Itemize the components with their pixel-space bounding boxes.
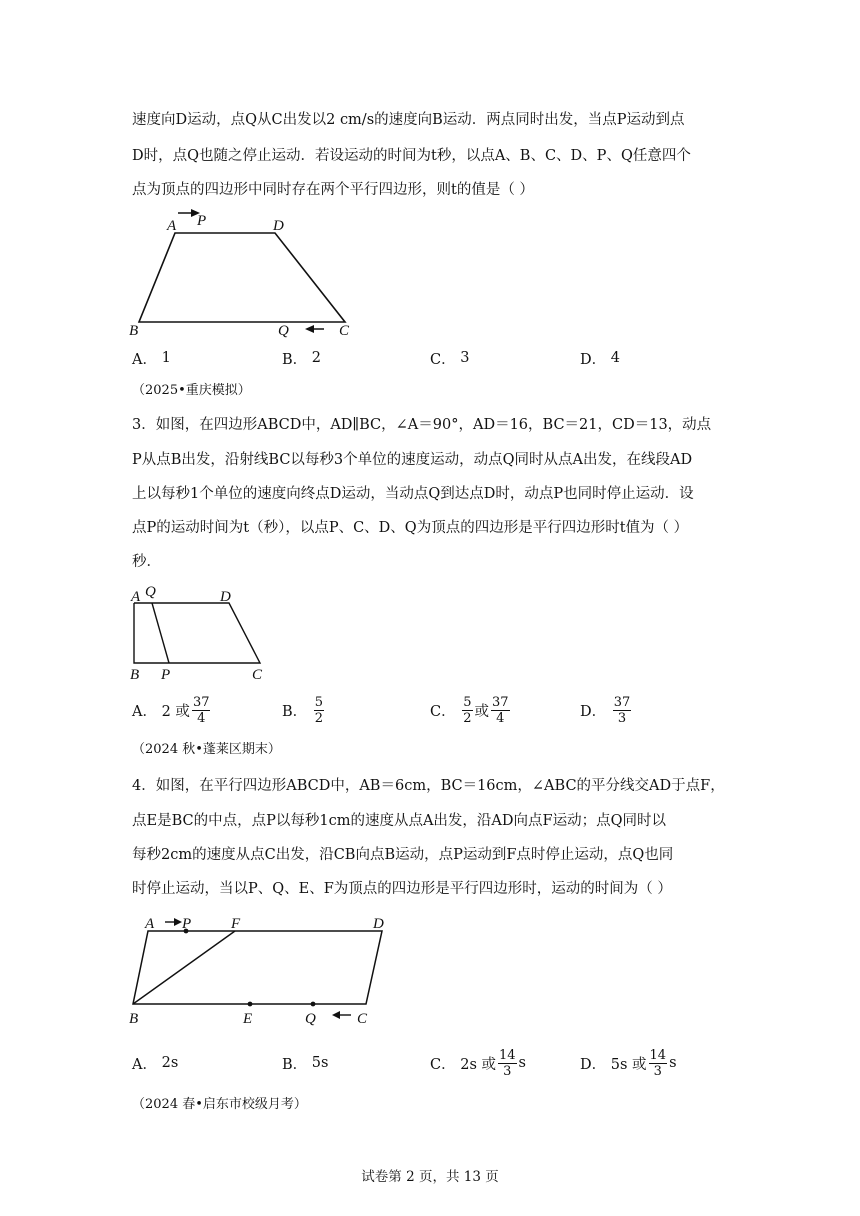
q4-option-c-fraction: $\frac{14}{3}$ <box>499 1047 516 1079</box>
q2-label-d: D <box>273 218 284 234</box>
q4-options <box>132 1041 772 1085</box>
q3-option-b-fraction: $\frac{5}{2}$ <box>314 694 324 726</box>
q4-arrowhead-q <box>332 1011 340 1019</box>
q2-option-b[interactable]: B． 2 <box>282 350 321 368</box>
q4-line-4: 时停止运动，当以P、Q、E、F为顶点的四边形是平行四边形时，运动的时间为（ ） <box>132 881 672 897</box>
source-note-q4: （2024 秋•蓬莱区期末） <box>132 742 281 757</box>
q4-option-a[interactable]: A． 2s <box>132 1055 179 1073</box>
q4-label-f: F <box>231 916 241 932</box>
q4-label-d: D <box>373 916 384 932</box>
q2-option-c[interactable]: C． 3 <box>430 350 470 368</box>
q4-point-q <box>311 1002 316 1007</box>
q2-label-c: C <box>339 323 350 339</box>
q4-line-3: 每秒2cm的速度从点C出发，沿CB向点B运动，点P运动到F点时停止运动，点Q也同 <box>132 847 674 863</box>
q4-option-d-fraction: $\frac{14}{3}$ <box>649 1047 667 1079</box>
q4-label-a: A <box>145 916 155 932</box>
q3-option-c-fraction-2: $\frac{37}{4}$ <box>492 694 509 726</box>
q3-quadrilateral-figure <box>125 580 275 682</box>
q3-line-5: 秒． <box>132 554 161 570</box>
q3-option-c-fraction-1: $\frac{5}{2}$ <box>463 694 472 726</box>
q4-label-c: C <box>357 1011 368 1027</box>
q2-option-d[interactable]: D． 4 <box>580 350 620 368</box>
q2-label-p: P <box>197 213 207 229</box>
q2-trapezoid-figure <box>125 203 365 343</box>
q3-label-c: C <box>252 667 263 682</box>
q3-option-c[interactable]: C． $\frac{5}{2}$ 或 $\frac{37}{4}$ <box>430 694 509 726</box>
q4-line-1: 4．如图，在平行四边形ABCD中，AB＝6cm，BC＝16cm，∠ABC的平分线交AD于点F， <box>132 778 725 794</box>
q2-line-1: 速度向D运动，点Q从C出发以2 cm/s的速度向B运动．两点同时出发，当点P运动到点 <box>132 112 685 128</box>
q4-arrowhead-p <box>174 918 182 926</box>
q2-trapezoid-shape <box>139 233 345 322</box>
q4-label-q: Q <box>305 1011 316 1027</box>
q2-line-3: 点为顶点的四边形中同时存在两个平行四边形，则t的值是（ ） <box>132 182 534 198</box>
q3-options <box>132 688 772 732</box>
q3-quadrilateral-shape <box>134 603 260 663</box>
q2-label-a: A <box>167 218 177 234</box>
q3-option-d-fraction: $\frac{37}{3}$ <box>613 694 631 726</box>
q2-options <box>132 336 772 380</box>
q4-parallelogram-figure <box>125 905 385 1030</box>
source-note-q5: （2024 春•启东市校级月考） <box>132 1097 307 1112</box>
q4-point-e <box>248 1002 253 1007</box>
q3-line-1: 3．如图，在四边形ABCD中，AD∥BC，∠A＝90°，AD＝16，BC＝21，CD＝13，动点 <box>132 417 712 433</box>
q3-line-4: 点P的运动时间为t（秒），以点P、C、D、Q为顶点的四边形是平行四边形时t值为（ ） <box>132 520 689 536</box>
q3-option-a-fraction: $\frac{37}{4}$ <box>192 694 210 726</box>
q4-option-c[interactable]: C． 2s 或 $\frac{14}{3}$ s <box>430 1047 526 1079</box>
q3-label-p: P <box>161 667 171 682</box>
q2-label-q: Q <box>278 323 289 339</box>
q2-option-a[interactable]: A． 1 <box>132 350 171 368</box>
q4-label-p: P <box>182 916 192 932</box>
q3-line-2: P从点B出发，沿射线BC以每秒3个单位的速度运动，动点Q同时从点A出发，在线段AD <box>132 452 693 468</box>
q2-label-b: B <box>129 323 139 339</box>
q4-parallelogram-shape <box>133 931 382 1004</box>
q4-bisector-bf <box>133 931 235 1004</box>
q3-label-d: D <box>220 589 231 605</box>
page-footer: 试卷第 2 页，共 13 页 <box>361 1169 499 1185</box>
q4-label-e: E <box>243 1011 253 1027</box>
q3-label-b: B <box>130 667 140 682</box>
q3-option-a[interactable]: A． 2 或 $\frac{37}{4}$ <box>132 694 210 726</box>
q2-line-2: D时，点Q也随之停止运动．若设运动的时间为t秒，以点A、B、C、D、P、Q任意四个 <box>132 148 691 164</box>
q3-segment-qp <box>152 603 169 663</box>
q4-label-b: B <box>129 1011 139 1027</box>
q3-option-d[interactable]: D． $\frac{37}{3}$ <box>580 694 631 726</box>
q3-option-b[interactable]: B． $\frac{5}{2}$ <box>282 694 324 726</box>
q3-line-3: 上以每秒1个单位的速度向终点D运动，当动点Q到达点D时，动点P也同时停止运动．设 <box>132 486 694 502</box>
source-note-q3: （2025•重庆模拟） <box>132 383 251 398</box>
q4-option-d[interactable]: D． 5s 或 $\frac{14}{3}$ s <box>580 1047 677 1079</box>
q3-label-a: A <box>131 589 141 605</box>
q4-line-2: 点E是BC的中点，点P以每秒1cm的速度从点A出发，沿AD向点F运动；点Q同时以 <box>132 813 666 829</box>
q4-option-b[interactable]: B． 5s <box>282 1055 329 1073</box>
q2-arrowhead-q <box>305 325 314 333</box>
q3-label-q: Q <box>145 584 156 600</box>
